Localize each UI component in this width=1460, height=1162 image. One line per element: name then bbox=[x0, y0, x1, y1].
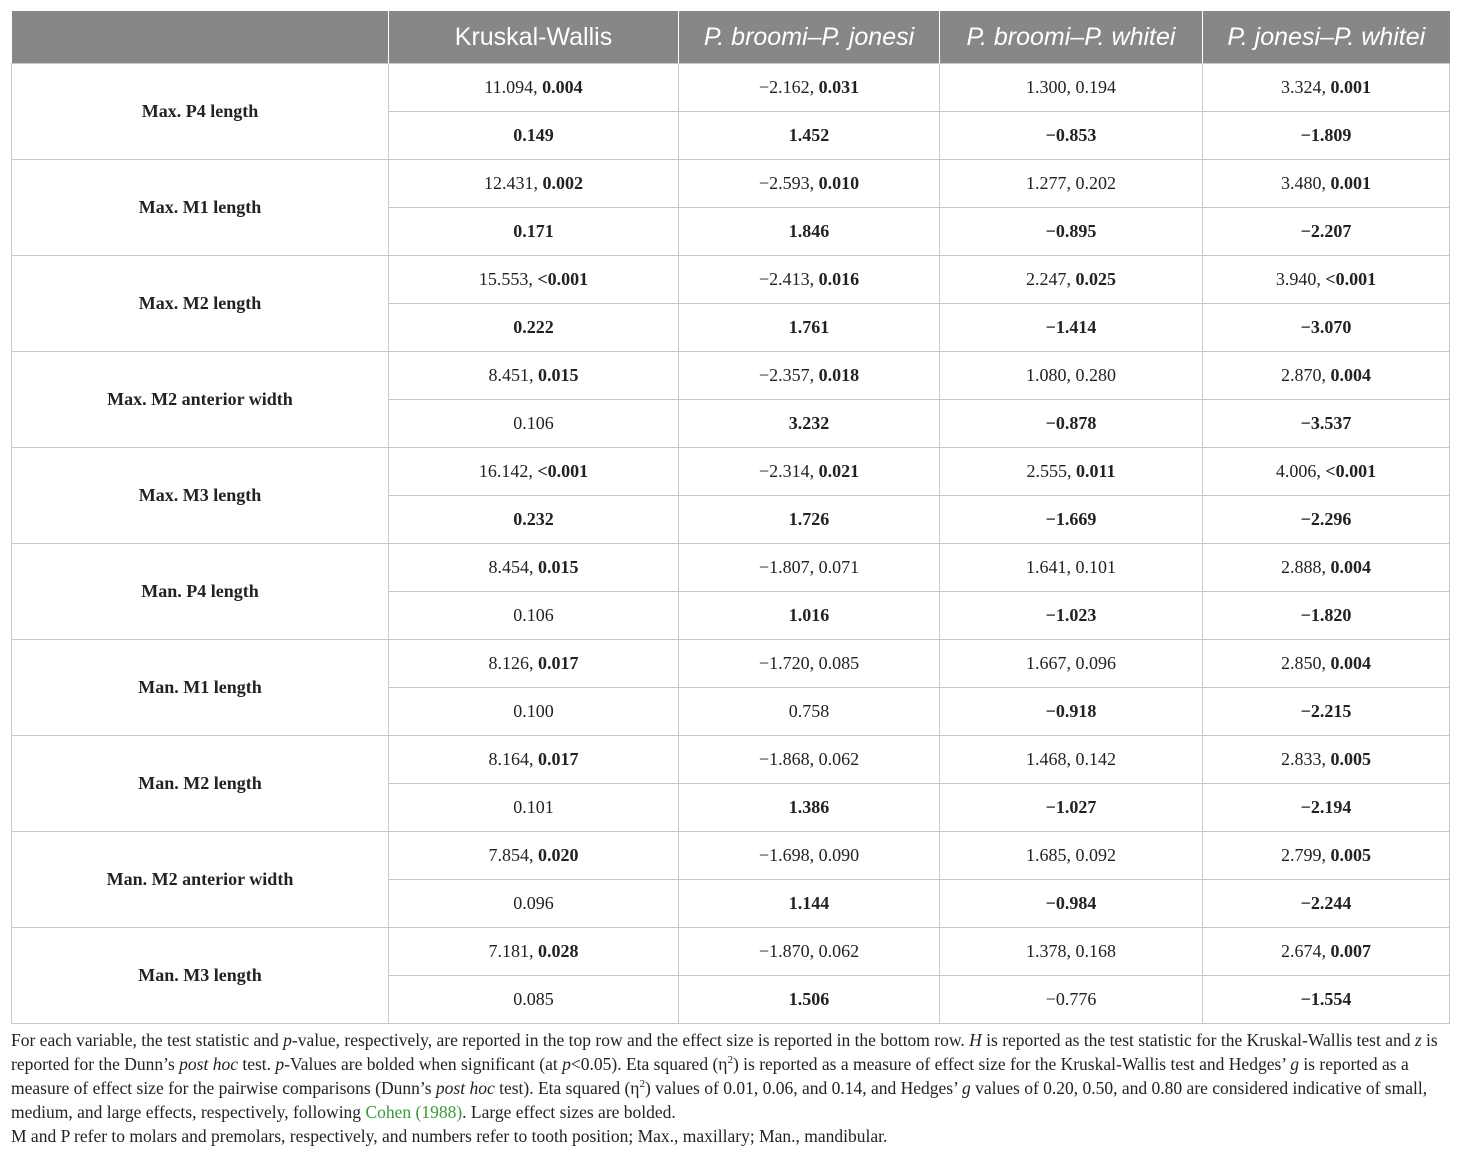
stat-cell bbox=[1203, 832, 1450, 880]
test-statistic: 2.799, bbox=[1281, 845, 1331, 865]
citation-link[interactable]: Cohen (1988) bbox=[365, 1102, 463, 1122]
effect-size-cell bbox=[679, 688, 940, 736]
footnote-text: -Values are bolded when significant (at bbox=[284, 1054, 563, 1074]
p-value: 0.092 bbox=[1075, 845, 1116, 865]
p-value: 0.085 bbox=[818, 653, 860, 673]
effect-size-cell bbox=[389, 784, 679, 832]
p-value: 0.005 bbox=[1330, 845, 1371, 865]
stat-cell bbox=[389, 544, 679, 592]
stat-cell bbox=[1203, 544, 1450, 592]
effect-size-cell bbox=[1203, 784, 1450, 832]
effect-size-value: −1.809 bbox=[1300, 125, 1352, 145]
effect-size-value: 0.106 bbox=[513, 605, 554, 625]
test-statistic: −1.807, bbox=[758, 557, 819, 577]
p-value: 0.004 bbox=[1330, 365, 1371, 385]
test-statistic: 1.080, bbox=[1026, 365, 1076, 385]
p-value: 0.071 bbox=[818, 557, 860, 577]
effect-size-value: 1.506 bbox=[788, 989, 830, 1009]
p-value: 0.010 bbox=[818, 173, 860, 193]
p-value: 0.001 bbox=[1330, 77, 1371, 97]
table-row-stats bbox=[12, 544, 1450, 592]
effect-size-cell bbox=[940, 592, 1203, 640]
p-value: 0.011 bbox=[1075, 461, 1116, 481]
variable-label: Man. M2 anterior width bbox=[12, 832, 389, 928]
p-value: 0.015 bbox=[538, 557, 579, 577]
footnote-text: post hoc bbox=[435, 1078, 495, 1098]
stat-cell bbox=[679, 640, 940, 688]
effect-size-value: 1.452 bbox=[788, 125, 830, 145]
test-statistic: −2.413, bbox=[758, 269, 819, 289]
table-row-stats bbox=[12, 160, 1450, 208]
test-statistic: 1.277, bbox=[1026, 173, 1076, 193]
effect-size-cell bbox=[389, 400, 679, 448]
stat-cell bbox=[389, 448, 679, 496]
test-statistic: 4.006, bbox=[1275, 461, 1326, 481]
effect-size-cell bbox=[389, 496, 679, 544]
p-value: 0.017 bbox=[538, 749, 579, 769]
p-value: 0.015 bbox=[538, 365, 579, 385]
effect-size-cell bbox=[389, 880, 679, 928]
stat-cell bbox=[940, 256, 1203, 304]
table-row-stats bbox=[12, 64, 1450, 112]
effect-size-value: 1.726 bbox=[788, 509, 830, 529]
stat-cell bbox=[1203, 448, 1450, 496]
p-value: <0.001 bbox=[537, 269, 589, 289]
stat-cell bbox=[679, 160, 940, 208]
header-jonesi-whitei: P. jonesi–P. whitei bbox=[1203, 11, 1450, 64]
header-variable bbox=[12, 11, 389, 64]
p-value: 0.017 bbox=[538, 653, 579, 673]
effect-size-cell bbox=[679, 112, 940, 160]
effect-size-value: 0.106 bbox=[513, 413, 554, 433]
footnote-text: H bbox=[969, 1030, 982, 1050]
test-statistic: 3.324, bbox=[1281, 77, 1331, 97]
table-row-stats bbox=[12, 352, 1450, 400]
header-row bbox=[12, 11, 1450, 64]
footnote-text: g bbox=[1290, 1054, 1299, 1074]
effect-size-value: −2.194 bbox=[1300, 797, 1352, 817]
p-value: 0.018 bbox=[818, 365, 860, 385]
footnote-text: p bbox=[275, 1054, 285, 1074]
test-statistic: −2.593, bbox=[758, 173, 819, 193]
stat-cell bbox=[940, 352, 1203, 400]
effect-size-cell bbox=[389, 208, 679, 256]
effect-size-cell bbox=[389, 976, 679, 1024]
p-value: <0.001 bbox=[537, 461, 589, 481]
effect-size-cell bbox=[1203, 208, 1450, 256]
test-statistic: −1.698, bbox=[758, 845, 819, 865]
table-row-stats bbox=[12, 640, 1450, 688]
p-value: <0.001 bbox=[1325, 269, 1377, 289]
test-statistic: 1.300, bbox=[1026, 77, 1076, 97]
effect-size-value: −2.296 bbox=[1300, 509, 1352, 529]
test-statistic: 1.667, bbox=[1026, 653, 1076, 673]
variable-label: Man. M2 length bbox=[12, 736, 389, 832]
effect-size-value: 1.386 bbox=[788, 797, 830, 817]
stat-cell bbox=[940, 448, 1203, 496]
effect-size-value: −3.537 bbox=[1300, 413, 1352, 433]
test-statistic: 2.555, bbox=[1026, 461, 1076, 481]
header-broomi-jonesi: P. broomi–P. jonesi bbox=[679, 11, 940, 64]
effect-size-value: −2.207 bbox=[1300, 221, 1352, 241]
footnote-text: p bbox=[283, 1030, 292, 1050]
test-statistic: 2.674, bbox=[1281, 941, 1331, 961]
p-value: 0.031 bbox=[818, 77, 860, 97]
variable-label: Man. M1 length bbox=[12, 640, 389, 736]
table-footnote bbox=[11, 1028, 1449, 1148]
effect-size-cell bbox=[940, 880, 1203, 928]
p-value: 0.002 bbox=[542, 173, 583, 193]
stat-cell bbox=[679, 928, 940, 976]
effect-size-value: 0.232 bbox=[513, 509, 554, 529]
effect-size-cell bbox=[679, 592, 940, 640]
table-row-stats bbox=[12, 928, 1450, 976]
effect-size-value: −0.878 bbox=[1045, 413, 1097, 433]
p-value: 0.007 bbox=[1330, 941, 1371, 961]
effect-size-cell bbox=[679, 976, 940, 1024]
stat-cell bbox=[389, 64, 679, 112]
effect-size-cell bbox=[1203, 976, 1450, 1024]
test-statistic: 8.454, bbox=[488, 557, 538, 577]
effect-size-cell bbox=[940, 688, 1203, 736]
stat-cell bbox=[679, 64, 940, 112]
effect-size-cell bbox=[679, 880, 940, 928]
results-table-container bbox=[11, 11, 1449, 1024]
test-statistic: 8.451, bbox=[488, 365, 538, 385]
test-statistic: −2.357, bbox=[758, 365, 819, 385]
stat-cell bbox=[389, 640, 679, 688]
stat-cell bbox=[940, 64, 1203, 112]
test-statistic: −2.314, bbox=[758, 461, 819, 481]
variable-label: Max. M2 length bbox=[12, 256, 389, 352]
effect-size-value: −0.918 bbox=[1045, 701, 1097, 721]
effect-size-value: 0.096 bbox=[513, 893, 554, 913]
effect-size-cell bbox=[389, 112, 679, 160]
stat-cell bbox=[389, 352, 679, 400]
test-statistic: 3.940, bbox=[1275, 269, 1326, 289]
test-statistic: 2.870, bbox=[1281, 365, 1331, 385]
stat-cell bbox=[940, 544, 1203, 592]
p-value: 0.142 bbox=[1075, 749, 1116, 769]
test-statistic: 8.126, bbox=[488, 653, 538, 673]
effect-size-value: 0.171 bbox=[513, 221, 554, 241]
effect-size-value: −3.070 bbox=[1300, 317, 1352, 337]
effect-size-cell bbox=[1203, 880, 1450, 928]
effect-size-cell bbox=[679, 208, 940, 256]
p-value: 0.168 bbox=[1075, 941, 1116, 961]
stat-cell bbox=[679, 352, 940, 400]
effect-size-value: −0.895 bbox=[1045, 221, 1097, 241]
p-value: 0.021 bbox=[818, 461, 860, 481]
p-value: 0.005 bbox=[1330, 749, 1371, 769]
footnote-text: is reported for the Dunn’s bbox=[11, 1030, 1438, 1074]
test-statistic: 7.181, bbox=[488, 941, 538, 961]
stat-cell bbox=[940, 160, 1203, 208]
effect-size-value: −2.244 bbox=[1300, 893, 1352, 913]
effect-size-value: −1.023 bbox=[1045, 605, 1097, 625]
test-statistic: 1.685, bbox=[1026, 845, 1076, 865]
stat-cell bbox=[1203, 736, 1450, 784]
variable-label: Max. M2 anterior width bbox=[12, 352, 389, 448]
effect-size-value: −1.414 bbox=[1045, 317, 1097, 337]
p-value: 0.062 bbox=[818, 941, 860, 961]
effect-size-value: −0.984 bbox=[1045, 893, 1097, 913]
effect-size-cell bbox=[940, 304, 1203, 352]
footnote-text: values of 0.20, 0.50, and 0.80 are considered indicative of small, medium, and large effects, respectively, following bbox=[11, 1078, 1428, 1122]
footnote-text: ) is reported as a measure of effect size for the Kruskal-Wallis test and Hedges’ bbox=[732, 1054, 1291, 1074]
footnote-text: 2 bbox=[727, 1054, 733, 1067]
footnote-text: z bbox=[1414, 1030, 1422, 1050]
p-value: 0.016 bbox=[818, 269, 860, 289]
variable-label: Man. P4 length bbox=[12, 544, 389, 640]
effect-size-value: 1.016 bbox=[788, 605, 830, 625]
footnote-text: <0.05). Eta squared (η bbox=[570, 1054, 728, 1074]
test-statistic: 1.468, bbox=[1026, 749, 1076, 769]
test-statistic: 8.164, bbox=[488, 749, 538, 769]
stat-cell bbox=[679, 256, 940, 304]
test-statistic: 1.378, bbox=[1026, 941, 1076, 961]
variable-label: Max. M3 length bbox=[12, 448, 389, 544]
test-statistic: 3.480, bbox=[1281, 173, 1331, 193]
footnote-paragraph-2: M and P refer to molars and premolars, respectively, and numbers refer to tooth position; Max., maxillary; Man., mandibular. bbox=[11, 1126, 888, 1146]
effect-size-value: 0.101 bbox=[513, 797, 554, 817]
footnote-text: -value, respectively, are reported in the top row and the effect size is reported in the bottom row. bbox=[291, 1030, 970, 1050]
effect-size-value: 0.758 bbox=[788, 701, 830, 721]
footnote-text: post hoc bbox=[179, 1054, 238, 1074]
footnote-text: . Large effect sizes are bolded. bbox=[462, 1102, 676, 1122]
effect-size-value: −0.776 bbox=[1045, 989, 1097, 1009]
effect-size-cell bbox=[940, 208, 1203, 256]
effect-size-value: 0.100 bbox=[513, 701, 554, 721]
effect-size-cell bbox=[1203, 592, 1450, 640]
p-value: <0.001 bbox=[1325, 461, 1377, 481]
results-table bbox=[11, 11, 1450, 1024]
test-statistic: 2.888, bbox=[1281, 557, 1331, 577]
stat-cell bbox=[1203, 64, 1450, 112]
effect-size-value: 1.846 bbox=[788, 221, 830, 241]
effect-size-cell bbox=[1203, 304, 1450, 352]
test-statistic: 1.641, bbox=[1026, 557, 1076, 577]
test-statistic: 2.850, bbox=[1281, 653, 1331, 673]
stat-cell bbox=[1203, 256, 1450, 304]
stat-cell bbox=[389, 832, 679, 880]
effect-size-cell bbox=[389, 592, 679, 640]
stat-cell bbox=[389, 736, 679, 784]
p-value: 0.280 bbox=[1075, 365, 1116, 385]
variable-label: Man. M3 length bbox=[12, 928, 389, 1024]
effect-size-value: 3.232 bbox=[788, 413, 830, 433]
footnote-text: ) values of 0.01, 0.06, and 0.14, and Hedges’ bbox=[644, 1078, 962, 1098]
effect-size-cell bbox=[389, 688, 679, 736]
test-statistic: 2.833, bbox=[1281, 749, 1331, 769]
effect-size-value: −0.853 bbox=[1045, 125, 1097, 145]
stat-cell bbox=[1203, 160, 1450, 208]
test-statistic: −2.162, bbox=[758, 77, 819, 97]
effect-size-cell bbox=[679, 304, 940, 352]
p-value: 0.001 bbox=[1330, 173, 1371, 193]
stat-cell bbox=[940, 832, 1203, 880]
effect-size-value: 0.222 bbox=[513, 317, 554, 337]
p-value: 0.202 bbox=[1075, 173, 1116, 193]
stat-cell bbox=[679, 448, 940, 496]
stat-cell bbox=[1203, 928, 1450, 976]
footnote-text: test). Eta squared (η bbox=[494, 1078, 640, 1098]
effect-size-value: −1.820 bbox=[1300, 605, 1352, 625]
effect-size-cell bbox=[940, 496, 1203, 544]
table-row-stats bbox=[12, 832, 1450, 880]
test-statistic: 12.431, bbox=[484, 173, 543, 193]
effect-size-value: −1.669 bbox=[1045, 509, 1097, 529]
variable-label: Max. P4 length bbox=[12, 64, 389, 160]
test-statistic: 11.094, bbox=[484, 77, 543, 97]
header-kruskal-wallis: Kruskal-Wallis bbox=[389, 11, 679, 64]
stat-cell bbox=[679, 544, 940, 592]
p-value: 0.004 bbox=[542, 77, 583, 97]
stat-cell bbox=[940, 736, 1203, 784]
stat-cell bbox=[679, 736, 940, 784]
stat-cell bbox=[389, 256, 679, 304]
footnote-text: test. bbox=[237, 1054, 276, 1074]
stat-cell bbox=[940, 928, 1203, 976]
p-value: 0.090 bbox=[818, 845, 860, 865]
effect-size-cell bbox=[1203, 496, 1450, 544]
p-value: 0.025 bbox=[1075, 269, 1116, 289]
effect-size-cell bbox=[940, 400, 1203, 448]
effect-size-value: 0.149 bbox=[513, 125, 554, 145]
table-row-stats bbox=[12, 736, 1450, 784]
effect-size-value: −2.215 bbox=[1300, 701, 1352, 721]
test-statistic: −1.868, bbox=[758, 749, 819, 769]
footnote-text: is reported as the test statistic for the Kruskal-Wallis test and bbox=[981, 1030, 1415, 1050]
p-value: 0.062 bbox=[818, 749, 860, 769]
effect-size-value: −1.554 bbox=[1300, 989, 1352, 1009]
effect-size-cell bbox=[1203, 112, 1450, 160]
stat-cell bbox=[389, 928, 679, 976]
effect-size-cell bbox=[940, 784, 1203, 832]
stat-cell bbox=[679, 832, 940, 880]
effect-size-value: −1.027 bbox=[1045, 797, 1097, 817]
stat-cell bbox=[940, 640, 1203, 688]
effect-size-cell bbox=[940, 112, 1203, 160]
effect-size-cell bbox=[679, 400, 940, 448]
table-row-stats bbox=[12, 256, 1450, 304]
footnote-text: 2 bbox=[639, 1078, 645, 1091]
test-statistic: 2.247, bbox=[1026, 269, 1076, 289]
p-value: 0.004 bbox=[1330, 653, 1371, 673]
effect-size-cell bbox=[679, 784, 940, 832]
p-value: 0.020 bbox=[538, 845, 579, 865]
table-row-stats bbox=[12, 448, 1450, 496]
footnote-text: p bbox=[562, 1054, 571, 1074]
footnote-text: is reported as a measure of effect size for the pairwise comparisons (Dunn’s bbox=[11, 1054, 1409, 1098]
stat-cell bbox=[1203, 640, 1450, 688]
footnote-paragraph-1 bbox=[11, 1028, 1449, 1124]
effect-size-value: 1.144 bbox=[788, 893, 830, 913]
effect-size-cell bbox=[940, 976, 1203, 1024]
effect-size-cell bbox=[679, 496, 940, 544]
effect-size-value: 1.761 bbox=[788, 317, 830, 337]
p-value: 0.004 bbox=[1330, 557, 1371, 577]
effect-size-cell bbox=[389, 304, 679, 352]
p-value: 0.028 bbox=[538, 941, 579, 961]
footnote-text: g bbox=[962, 1078, 971, 1098]
test-statistic: −1.870, bbox=[758, 941, 819, 961]
test-statistic: 16.142, bbox=[478, 461, 538, 481]
effect-size-cell bbox=[1203, 400, 1450, 448]
effect-size-value: 0.085 bbox=[513, 989, 554, 1009]
table-body bbox=[12, 64, 1450, 1024]
p-value: 0.101 bbox=[1075, 557, 1116, 577]
header-broomi-whitei: P. broomi–P. whitei bbox=[940, 11, 1203, 64]
test-statistic: 15.553, bbox=[478, 269, 538, 289]
test-statistic: −1.720, bbox=[758, 653, 819, 673]
test-statistic: 7.854, bbox=[488, 845, 538, 865]
stat-cell bbox=[1203, 352, 1450, 400]
stat-cell bbox=[389, 160, 679, 208]
p-value: 0.194 bbox=[1075, 77, 1116, 97]
footnote-text: For each variable, the test statistic and bbox=[11, 1030, 284, 1050]
p-value: 0.096 bbox=[1075, 653, 1116, 673]
variable-label: Max. M1 length bbox=[12, 160, 389, 256]
effect-size-cell bbox=[1203, 688, 1450, 736]
